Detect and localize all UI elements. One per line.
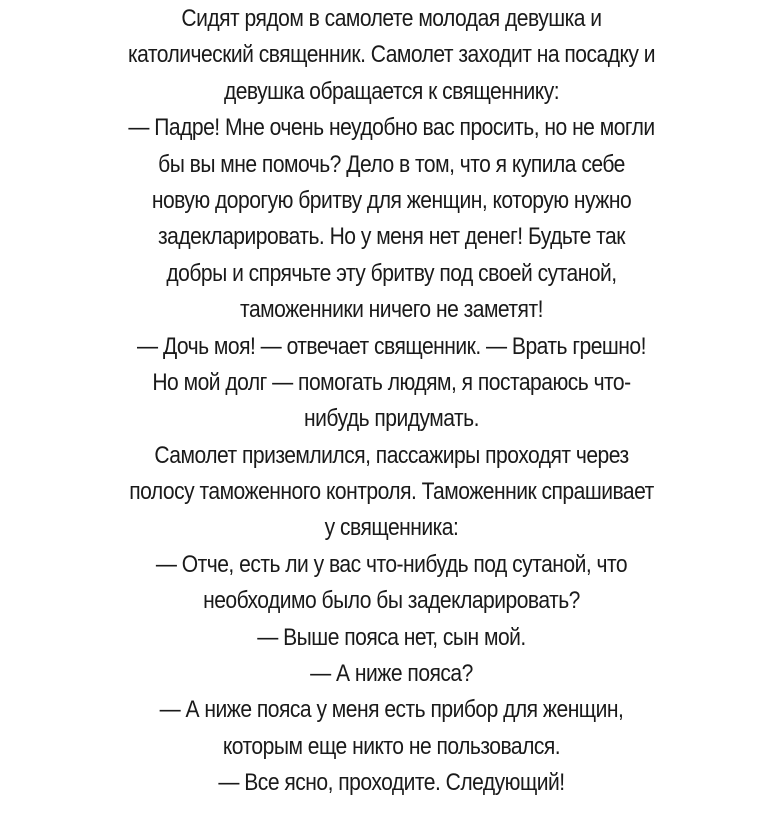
joke-line-10: — Дочь моя! — отвечает священник. — Врать грешно! (137, 332, 646, 360)
joke-line-18: — Выше пояса нет, сын мой. (257, 623, 526, 651)
joke-line-8: добры и спрячьте эту бритву под своей сутаной, (166, 259, 617, 287)
joke-line-19: — А ниже пояса? (310, 660, 473, 688)
joke-line-3: девушка обращается к священнику: (223, 77, 560, 105)
joke-line-5: бы вы мне помочь? Дело в том, что я купила себе (158, 150, 625, 178)
joke-line-12: нибудь придумать. (304, 405, 479, 433)
joke-line-16: — Отче, есть ли у вас что-нибудь под сутаной, что (155, 550, 628, 578)
joke-line-9: таможенники ничего не заметят! (240, 296, 543, 324)
joke-line-4: — Падре! Мне очень неудобно вас просить, но не могли (128, 114, 655, 142)
joke-line-20: — А ниже пояса у меня есть прибор для женщин, (159, 696, 624, 724)
joke-line-6: новую дорогую бритву для женщин, которую нужно (151, 186, 632, 214)
joke-line-7: задекларировать. Но у меня нет денег! Будьте так (158, 223, 625, 251)
joke-line-2: католический священник. Самолет заходит на посадку и (127, 41, 656, 69)
joke-line-15: у священника: (324, 514, 459, 542)
joke-line-11: Но мой долг — помогать людям, я постараюсь что- (152, 368, 631, 396)
joke-line-22: — Все ясно, проходите. Следующий! (218, 769, 565, 797)
joke-line-21: которым еще никто не пользовался. (222, 732, 561, 760)
joke-line-13: Самолет приземлился, пассажиры проходят через (154, 441, 629, 469)
joke-line-17: необходимо было бы задекларировать? (203, 587, 580, 615)
joke-line-1: Сидят рядом в самолете молодая девушка и (181, 5, 602, 32)
joke-line-14: полосу таможенного контроля. Таможенник спрашивает (129, 478, 654, 506)
